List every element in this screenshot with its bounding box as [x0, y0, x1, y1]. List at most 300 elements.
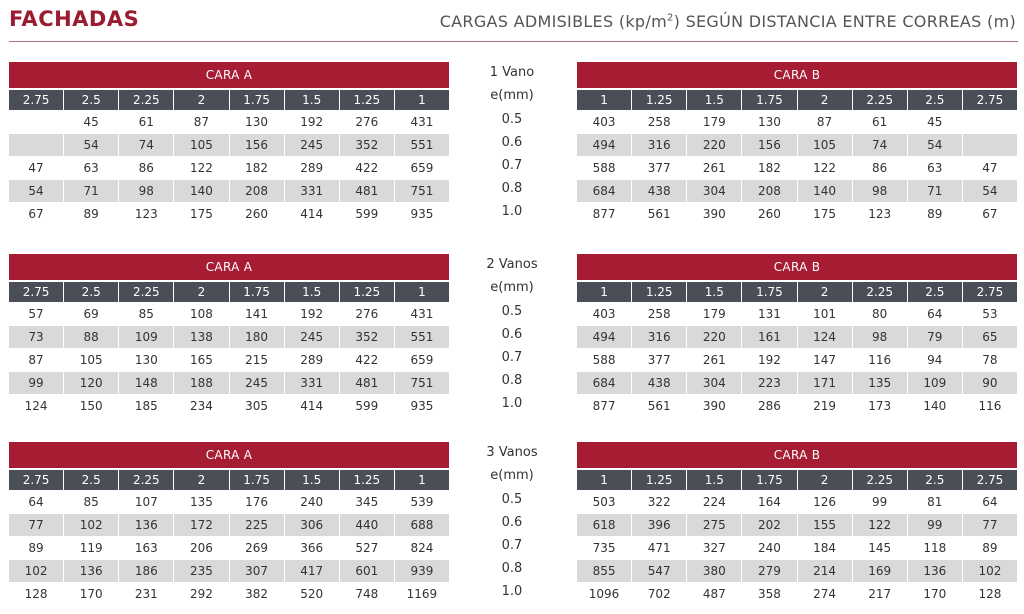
table-row: [9, 514, 449, 536]
table-cell: 276: [340, 303, 395, 325]
table-cell: 98: [119, 180, 174, 202]
table-cell: 136: [64, 560, 119, 582]
table-cell: 74: [119, 134, 174, 156]
table-cell: 520: [285, 583, 340, 605]
table-cell: 71: [64, 180, 119, 202]
table-cell: 220: [687, 326, 742, 348]
cara-b-caption: CARA B: [577, 442, 1017, 468]
table-cell: 235: [174, 560, 229, 582]
thickness-value: 0.8: [501, 561, 523, 576]
table-cell: 131: [742, 303, 797, 325]
table-row: [9, 537, 449, 559]
table-cell: 935: [410, 399, 434, 413]
table-cell: 175: [174, 203, 229, 225]
column-header: 2: [174, 282, 229, 302]
table-cell: 156: [230, 134, 285, 156]
table-cell: [9, 134, 64, 156]
table-cell: 547: [632, 560, 687, 582]
table-cell: 140: [174, 180, 229, 202]
thickness-value: 0.7: [501, 538, 523, 553]
table-cell: 588: [577, 157, 632, 179]
table-cell: 358: [742, 583, 797, 605]
table-cell: 215: [230, 349, 285, 371]
table-cell: 101: [798, 303, 853, 325]
table-cell: 176: [230, 491, 285, 513]
table-cell: 108: [174, 303, 229, 325]
table-cell: 122: [174, 157, 229, 179]
table-cell: 105: [174, 134, 229, 156]
table-cell: 304: [687, 180, 742, 202]
table-cell: 141: [230, 303, 285, 325]
table-cell: 431: [410, 307, 434, 321]
table-cell: 188: [174, 372, 229, 394]
page-subtitle: [440, 12, 1016, 31]
span-label: 1 Vano: [489, 65, 535, 80]
table-cell: 258: [632, 111, 687, 133]
table-cell: 64: [9, 491, 64, 513]
table-cell: 130: [742, 111, 797, 133]
cara-a-header-row: [9, 470, 449, 490]
column-header: 1: [395, 90, 449, 110]
thickness-value: 0.8: [501, 373, 523, 388]
column-header: 1.5: [687, 282, 742, 302]
table-cell: 186: [119, 560, 174, 582]
table-cell: 403: [577, 303, 632, 325]
table-cell: 128: [978, 587, 1002, 601]
table-cell: 684: [577, 372, 632, 394]
table-row: [577, 203, 1017, 225]
column-header: 2.75: [963, 470, 1017, 490]
table-cell: 147: [798, 349, 853, 371]
table-cell: 260: [230, 203, 285, 225]
table-row: [577, 157, 1017, 179]
table-row: [9, 157, 449, 179]
table-cell: 438: [632, 372, 687, 394]
table-cell: 390: [687, 203, 742, 225]
table-cell: 89: [908, 203, 963, 225]
table-row: [9, 560, 449, 582]
cara-a-caption: CARA A: [9, 254, 449, 280]
table-cell: 161: [742, 326, 797, 348]
table-cell: 54: [963, 180, 1017, 202]
table-cell: 289: [285, 349, 340, 371]
table-row: [9, 303, 449, 325]
table-cell: 289: [285, 157, 340, 179]
span-column: [458, 62, 566, 223]
table-cell: 170: [64, 583, 119, 605]
header-divider: [9, 41, 1018, 42]
table-cell: 286: [742, 395, 797, 417]
table-cell: 89: [982, 541, 998, 555]
table-cell: 54: [908, 134, 963, 156]
table-cell: [963, 111, 1017, 133]
table-cell: 63: [908, 157, 963, 179]
table-cell: 87: [174, 111, 229, 133]
column-header: 1.5: [285, 282, 340, 302]
table-cell: 219: [798, 395, 853, 417]
table-cell: 824: [410, 541, 434, 555]
table-cell: 118: [908, 537, 963, 559]
table-cell: 494: [577, 134, 632, 156]
table-row: [577, 372, 1017, 394]
cara-a-caption: CARA A: [9, 442, 449, 468]
thickness-unit-label: e(mm): [490, 468, 534, 483]
table-cell: 192: [742, 349, 797, 371]
table-row: [577, 560, 1017, 582]
column-header: 2.5: [64, 470, 119, 490]
table-cell: 735: [577, 537, 632, 559]
table-cell: 130: [230, 111, 285, 133]
table-row: [9, 395, 449, 417]
table-cell: 61: [119, 111, 174, 133]
table-cell: 54: [64, 134, 119, 156]
table-cell: 140: [908, 395, 963, 417]
thickness-value: 0.6: [501, 515, 523, 530]
column-header: 1: [395, 470, 449, 490]
table-cell: 64: [908, 303, 963, 325]
table-cell: 170: [908, 583, 963, 605]
cara-b-table: [577, 442, 1017, 605]
table-cell: 245: [285, 326, 340, 348]
column-header: 2: [798, 470, 853, 490]
table-cell: 87: [798, 111, 853, 133]
table-cell: 105: [798, 134, 853, 156]
table-cell: 494: [577, 326, 632, 348]
table-cell: 116: [853, 349, 908, 371]
cara-b-caption: CARA B: [577, 254, 1017, 280]
thickness-value: 0.6: [501, 327, 523, 342]
column-header: 2.75: [963, 90, 1017, 110]
cara-b-header-row: [577, 90, 1017, 110]
table-cell: 1096: [577, 583, 632, 605]
column-header: 1.5: [687, 90, 742, 110]
table-cell: 208: [742, 180, 797, 202]
thickness-value: 0.8: [501, 181, 523, 196]
table-cell: 185: [119, 395, 174, 417]
thickness-value: 0.5: [501, 112, 523, 127]
table-cell: 123: [119, 203, 174, 225]
table-cell: 305: [230, 395, 285, 417]
column-header: 2.25: [119, 470, 174, 490]
column-header: 2: [174, 90, 229, 110]
table-cell: 86: [853, 157, 908, 179]
column-header: 2.25: [853, 470, 908, 490]
table-cell: 223: [742, 372, 797, 394]
table-cell: 352: [340, 134, 395, 156]
table-cell: 136: [119, 514, 174, 536]
table-cell: 1169: [406, 587, 438, 601]
table-row: [577, 395, 1017, 417]
table-cell: 192: [285, 303, 340, 325]
table-cell: 414: [285, 395, 340, 417]
table-cell: 78: [982, 353, 998, 367]
table-cell: 417: [285, 560, 340, 582]
table-cell: 85: [119, 303, 174, 325]
table-cell: 179: [687, 303, 742, 325]
column-header: 2.25: [119, 282, 174, 302]
table-row: [9, 349, 449, 371]
table-row: [9, 491, 449, 513]
column-header: 2.25: [853, 90, 908, 110]
table-row: [577, 491, 1017, 513]
table-cell: 54: [9, 180, 64, 202]
table-cell: 89: [64, 203, 119, 225]
table-cell: 206: [174, 537, 229, 559]
column-header: 1.25: [340, 470, 395, 490]
table-cell: 69: [64, 303, 119, 325]
table-cell: 124: [798, 326, 853, 348]
table-row: [9, 583, 449, 605]
page-title: FACHADAS: [9, 7, 140, 31]
table-cell: [963, 134, 1017, 156]
table-cell: 67: [9, 203, 64, 225]
thickness-value: 1.0: [501, 204, 523, 219]
column-header: 1.25: [632, 282, 687, 302]
thickness-unit-label: e(mm): [490, 280, 534, 295]
table-cell: 90: [963, 372, 1017, 394]
table-cell: 274: [798, 583, 853, 605]
table-cell: 539: [410, 495, 434, 509]
table-cell: 390: [687, 395, 742, 417]
column-header: 1.75: [230, 90, 285, 110]
table-cell: 80: [853, 303, 908, 325]
table-cell: 71: [908, 180, 963, 202]
column-header: 2.75: [9, 470, 64, 490]
table-cell: 88: [64, 326, 119, 348]
thickness-value: 1.0: [501, 584, 523, 599]
table-cell: 561: [632, 203, 687, 225]
table-cell: 163: [119, 537, 174, 559]
table-row: [577, 326, 1017, 348]
table-cell: 935: [410, 207, 434, 221]
table-cell: 481: [340, 180, 395, 202]
table-cell: 561: [632, 395, 687, 417]
table-cell: 148: [119, 372, 174, 394]
table-row: [9, 111, 449, 133]
table-cell: 99: [908, 514, 963, 536]
table-cell: 94: [908, 349, 963, 371]
table-row: [577, 111, 1017, 133]
column-header: 1: [577, 470, 632, 490]
table-cell: 145: [853, 537, 908, 559]
table-cell: 214: [798, 560, 853, 582]
table-cell: 269: [230, 537, 285, 559]
table-cell: 527: [340, 537, 395, 559]
table-cell: 184: [798, 537, 853, 559]
column-header: 2: [174, 470, 229, 490]
table-cell: 307: [230, 560, 285, 582]
table-cell: 171: [798, 372, 853, 394]
table-cell: 164: [742, 491, 797, 513]
table-cell: 175: [798, 203, 853, 225]
table-cell: 77: [963, 514, 1017, 536]
table-cell: 352: [340, 326, 395, 348]
span-column: [458, 442, 566, 603]
table-cell: 99: [853, 491, 908, 513]
table-cell: 107: [119, 491, 174, 513]
table-cell: 169: [853, 560, 908, 582]
table-cell: 179: [687, 111, 742, 133]
table-cell: 258: [632, 303, 687, 325]
table-cell: 487: [687, 583, 742, 605]
table-cell: 599: [340, 395, 395, 417]
table-cell: 140: [798, 180, 853, 202]
table-cell: 322: [632, 491, 687, 513]
table-cell: 471: [632, 537, 687, 559]
table-cell: 292: [174, 583, 229, 605]
column-header: 1: [577, 90, 632, 110]
column-header: 2: [798, 282, 853, 302]
table-cell: 551: [395, 134, 449, 156]
table-cell: 877: [577, 203, 632, 225]
column-header: 2.5: [908, 90, 963, 110]
column-header: 2.25: [853, 282, 908, 302]
thickness-value: 1.0: [501, 396, 523, 411]
table-cell: 618: [577, 514, 632, 536]
table-cell: 688: [395, 514, 449, 536]
table-cell: 261: [687, 157, 742, 179]
table-cell: 135: [853, 372, 908, 394]
table-cell: 73: [9, 326, 64, 348]
table-row: [577, 134, 1017, 156]
table-row: [9, 372, 449, 394]
table-cell: 77: [9, 514, 64, 536]
table-cell: 422: [340, 349, 395, 371]
table-row: [577, 514, 1017, 536]
table-cell: 155: [798, 514, 853, 536]
subtitle-text-end: ) SEGÚN DISTANCIA ENTRE CORREAS (m): [673, 12, 1016, 31]
table-cell: 422: [340, 157, 395, 179]
column-header: 2.5: [64, 90, 119, 110]
table-cell: 684: [577, 180, 632, 202]
column-header: 2.5: [908, 282, 963, 302]
column-header: 2.5: [908, 470, 963, 490]
column-header: 2.75: [963, 282, 1017, 302]
table-cell: 327: [687, 537, 742, 559]
table-cell: 172: [174, 514, 229, 536]
thickness-unit-label: e(mm): [490, 88, 534, 103]
table-cell: 939: [395, 560, 449, 582]
table-cell: 102: [963, 560, 1017, 582]
cara-a-caption: CARA A: [9, 62, 449, 88]
table-row: [577, 349, 1017, 371]
table-cell: 304: [687, 372, 742, 394]
table-cell: 102: [64, 514, 119, 536]
table-cell: 855: [577, 560, 632, 582]
table-cell: 64: [982, 495, 998, 509]
table-cell: 79: [908, 326, 963, 348]
table-cell: 128: [9, 583, 64, 605]
table-cell: 377: [632, 157, 687, 179]
column-header: 2.5: [64, 282, 119, 302]
cara-b-caption: CARA B: [577, 62, 1017, 88]
column-header: 1.75: [742, 282, 797, 302]
table-cell: 316: [632, 326, 687, 348]
table-cell: 240: [742, 537, 797, 559]
table-cell: 98: [853, 180, 908, 202]
table-cell: 81: [908, 491, 963, 513]
table-cell: 440: [340, 514, 395, 536]
table-cell: 208: [230, 180, 285, 202]
table-cell: 65: [963, 326, 1017, 348]
table-cell: 396: [632, 514, 687, 536]
table-cell: 275: [687, 514, 742, 536]
table-cell: 109: [119, 326, 174, 348]
table-cell: 124: [9, 395, 64, 417]
table-row: [577, 583, 1017, 605]
thickness-value: 0.7: [501, 350, 523, 365]
table-cell: 102: [9, 560, 64, 582]
table-cell: 503: [577, 491, 632, 513]
thickness-value: 0.7: [501, 158, 523, 173]
table-cell: 99: [9, 372, 64, 394]
span-label: 2 Vanos: [486, 257, 538, 272]
table-cell: 116: [978, 399, 1002, 413]
table-cell: 150: [64, 395, 119, 417]
table-cell: 260: [742, 203, 797, 225]
table-cell: 109: [908, 372, 963, 394]
table-cell: 306: [285, 514, 340, 536]
cara-b-header-row: [577, 282, 1017, 302]
table-cell: 87: [9, 349, 64, 371]
table-cell: 279: [742, 560, 797, 582]
cara-b-table: [577, 254, 1017, 417]
table-row: [9, 326, 449, 348]
subtitle-superscript: 2: [666, 12, 674, 24]
table-cell: 382: [230, 583, 285, 605]
cara-a-table: [9, 254, 449, 417]
column-header: 1.5: [687, 470, 742, 490]
table-cell: 138: [174, 326, 229, 348]
table-cell: 702: [632, 583, 687, 605]
table-cell: 47: [9, 157, 64, 179]
table-cell: 105: [64, 349, 119, 371]
table-row: [9, 134, 449, 156]
table-cell: 74: [853, 134, 908, 156]
table-cell: 45: [64, 111, 119, 133]
column-header: 1.5: [285, 470, 340, 490]
table-cell: 601: [340, 560, 395, 582]
cara-a-header-row: [9, 90, 449, 110]
table-cell: 135: [174, 491, 229, 513]
table-cell: 57: [9, 303, 64, 325]
column-header: 1.75: [742, 470, 797, 490]
page-header: [0, 0, 1024, 42]
table-cell: 751: [395, 372, 449, 394]
column-header: 1.25: [632, 90, 687, 110]
column-header: 1.25: [340, 90, 395, 110]
table-cell: 182: [230, 157, 285, 179]
table-cell: 588: [577, 349, 632, 371]
column-header: 1: [577, 282, 632, 302]
column-header: 2.75: [9, 282, 64, 302]
table-cell: 123: [853, 203, 908, 225]
subtitle-text: CARGAS ADMISIBLES (kp/m: [439, 12, 667, 31]
cara-b-table: [577, 62, 1017, 225]
table-cell: 45: [908, 111, 963, 133]
table-cell: 414: [285, 203, 340, 225]
table-cell: [9, 111, 64, 133]
table-cell: 345: [340, 491, 395, 513]
table-cell: 156: [742, 134, 797, 156]
table-cell: 751: [395, 180, 449, 202]
table-row: [577, 180, 1017, 202]
table-cell: 403: [577, 111, 632, 133]
table-row: [577, 537, 1017, 559]
table-cell: 377: [632, 349, 687, 371]
table-cell: 659: [410, 353, 434, 367]
table-cell: 240: [285, 491, 340, 513]
